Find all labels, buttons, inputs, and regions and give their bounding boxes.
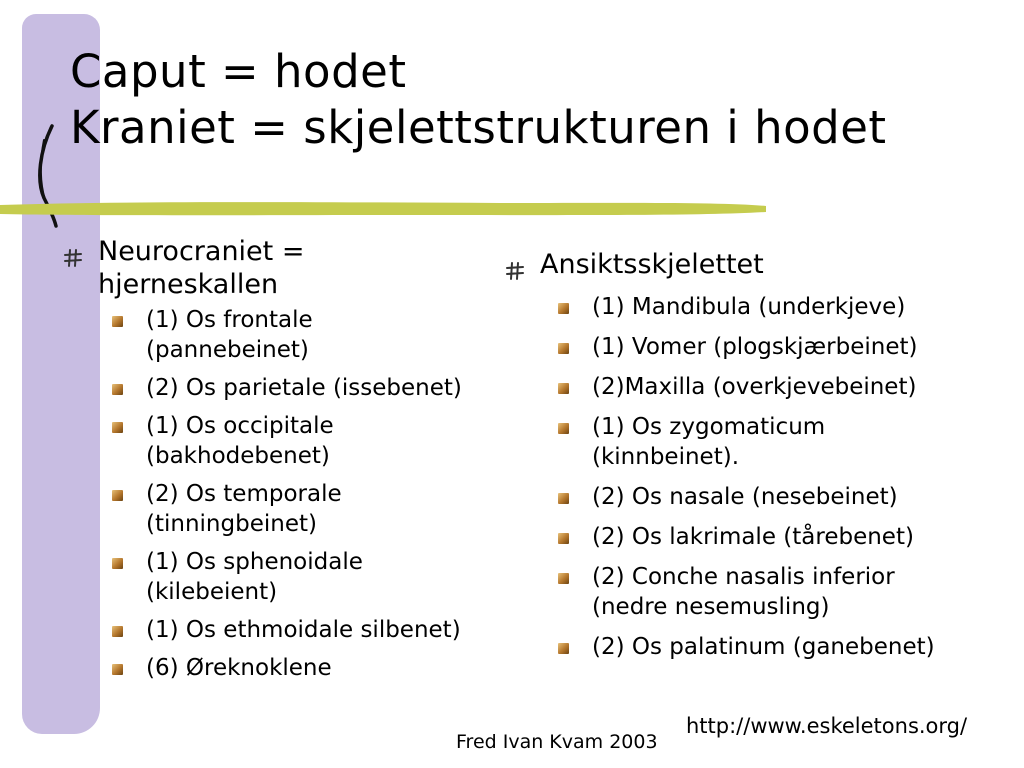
- list-item-line-1: (2) Os lakrimale (tårebenet): [592, 524, 914, 550]
- list-item-line-2: (kinnbeinet).: [592, 444, 740, 470]
- list-item-line-2: (nedre nesemusling): [592, 594, 830, 620]
- title-line-2: Kraniet = skjelettstrukturen i hodet: [70, 101, 887, 154]
- list-item-line-1: (1) Os zygomaticum: [592, 414, 826, 440]
- facial-skeleton-heading: [506, 248, 1006, 288]
- list-item-line-1: (2) Conche nasalis inferior: [592, 564, 895, 590]
- facial-skeleton-column: [506, 248, 1006, 672]
- list-item-line-2: (bakhodebenet): [146, 443, 330, 469]
- square-bullet-icon: [112, 479, 146, 501]
- hash-bullet-icon: [64, 235, 98, 275]
- square-bullet-icon: [558, 482, 592, 504]
- square-bullet-icon: [112, 615, 146, 637]
- square-bullet-icon: [558, 632, 592, 654]
- list-item: [558, 482, 1006, 512]
- list-item-line-1: (1) Vomer (plogskjærbeinet): [592, 334, 918, 360]
- list-item-line-1: (6) Øreknoklene: [146, 655, 332, 681]
- list-item-line-1: (2) Os parietale (issebenet): [146, 375, 462, 401]
- square-bullet-icon: [112, 547, 146, 569]
- list-item-line-1: (2)Maxilla (overkjevebeinet): [592, 374, 917, 400]
- footer-url-link[interactable]: http://www.eskeletons.org/: [686, 714, 968, 738]
- list-item: [558, 332, 1006, 362]
- facial-skeleton-heading-text: Ansiktsskjelettet: [540, 249, 764, 280]
- square-bullet-icon: [558, 372, 592, 394]
- list-item-line-1: (1) Os ethmoidale silbenet): [146, 617, 461, 643]
- list-item: [558, 412, 1006, 472]
- square-bullet-icon: [558, 562, 592, 584]
- list-item: [112, 305, 514, 365]
- square-bullet-icon: [112, 411, 146, 433]
- neurocranium-column: [64, 235, 514, 691]
- slide-title: [70, 44, 887, 156]
- list-item-line-2: (pannebeinet): [146, 337, 309, 363]
- square-bullet-icon: [558, 332, 592, 354]
- list-item-line-1: (1) Os frontale: [146, 307, 313, 333]
- square-bullet-icon: [112, 373, 146, 395]
- neurocranium-heading: [64, 235, 514, 301]
- square-bullet-icon: [558, 412, 592, 434]
- list-item: [112, 653, 514, 683]
- square-bullet-icon: [558, 522, 592, 544]
- list-item-line-1: (2) Os nasale (nesebeinet): [592, 484, 898, 510]
- list-item: [558, 292, 1006, 322]
- list-item: [558, 562, 1006, 622]
- decorative-yellow-stroke: [0, 196, 770, 220]
- list-item: [112, 411, 514, 471]
- list-item-line-1: (1) Os occipitale: [146, 413, 334, 439]
- footer-author: Fred Ivan Kvam 2003: [456, 731, 658, 753]
- square-bullet-icon: [112, 653, 146, 675]
- list-item: [558, 372, 1006, 402]
- list-item: [112, 373, 514, 403]
- neurocranium-heading-line-2: hjerneskallen: [98, 269, 279, 300]
- list-item-line-2: (tinningbeinet): [146, 511, 317, 537]
- list-item-line-1: (2) Os temporale: [146, 481, 342, 507]
- list-item: [112, 615, 514, 645]
- list-item-line-1: (1) Os sphenoidale: [146, 549, 363, 575]
- list-item: [558, 522, 1006, 552]
- hash-bullet-icon: [506, 248, 540, 288]
- list-item: [558, 632, 1006, 662]
- square-bullet-icon: [558, 292, 592, 314]
- list-item-line-1: (1) Mandibula (underkjeve): [592, 294, 906, 320]
- list-item: [112, 547, 514, 607]
- title-line-1: Caput = hodet: [70, 45, 407, 98]
- neurocranium-heading-line-1: Neurocraniet =: [98, 236, 305, 267]
- list-item-line-2: (kilebeient): [146, 579, 278, 605]
- square-bullet-icon: [112, 305, 146, 327]
- list-item-line-1: (2) Os palatinum (ganebenet): [592, 634, 935, 660]
- list-item: [112, 479, 514, 539]
